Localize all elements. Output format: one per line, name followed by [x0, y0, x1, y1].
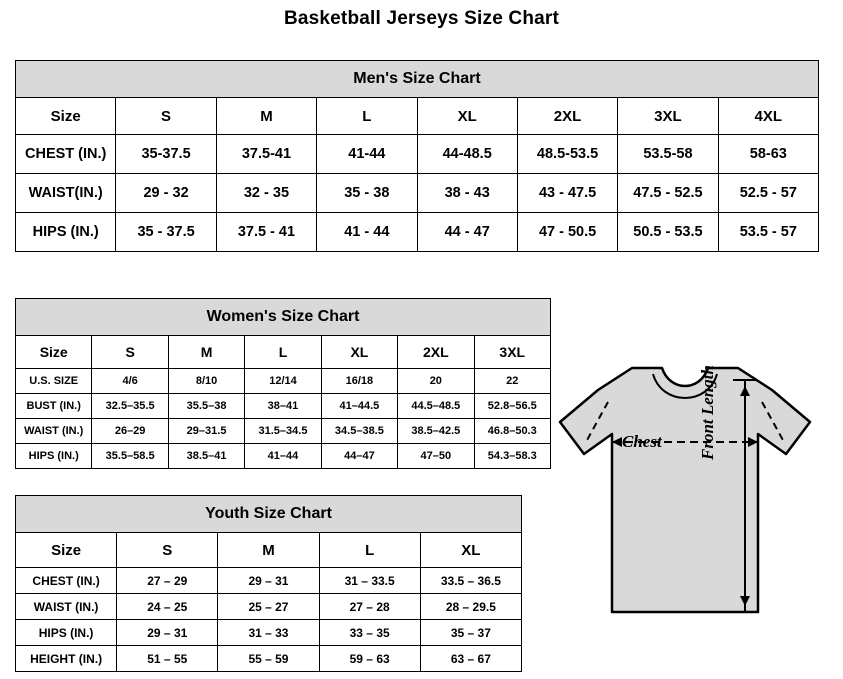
column-header: M [216, 98, 316, 135]
table-row [16, 444, 551, 469]
column-header: XL [420, 533, 521, 568]
table-cell: 27 – 28 [319, 594, 420, 620]
row-label: HIPS (IN.) [16, 213, 116, 252]
youth-size-chart-table [15, 495, 522, 672]
table-row [16, 419, 551, 444]
table-cell: 44.5–48.5 [398, 394, 474, 419]
table-cell: 33.5 – 36.5 [420, 568, 521, 594]
table-row [16, 174, 819, 213]
column-header: S [92, 336, 168, 369]
table-cell: 58-63 [718, 135, 818, 174]
column-header: XL [321, 336, 397, 369]
column-header: S [117, 533, 218, 568]
table-cell: 25 – 27 [218, 594, 319, 620]
column-header: L [245, 336, 321, 369]
table-cell: 35 - 37.5 [116, 213, 216, 252]
table-cell: 55 – 59 [218, 646, 319, 672]
row-label: CHEST (IN.) [16, 568, 117, 594]
table-cell: 48.5-53.5 [517, 135, 617, 174]
column-header: M [168, 336, 244, 369]
table-cell: 52.5 - 57 [718, 174, 818, 213]
table-cell: 37.5-41 [216, 135, 316, 174]
table-cell: 51 – 55 [117, 646, 218, 672]
table-row [16, 135, 819, 174]
table-cell: 54.3–58.3 [474, 444, 550, 469]
column-header: M [218, 533, 319, 568]
column-header: 2XL [398, 336, 474, 369]
shirt-outline [560, 368, 810, 612]
page-title: Basketball Jerseys Size Chart [283, 8, 560, 29]
row-label: CHEST (IN.) [16, 135, 116, 174]
table-row [16, 646, 522, 672]
table-cell: 47–50 [398, 444, 474, 469]
column-header: Size [16, 533, 117, 568]
table-cell: 29–31.5 [168, 419, 244, 444]
chest-label: Chest [622, 432, 662, 451]
table-cell: 26–29 [92, 419, 168, 444]
table-row [16, 394, 551, 419]
table-cell: 47.5 - 52.5 [618, 174, 718, 213]
row-label: U.S. SIZE [16, 369, 92, 394]
column-header: L [319, 533, 420, 568]
table-cell: 41 - 44 [317, 213, 417, 252]
table-row [16, 568, 522, 594]
table-cell: 33 – 35 [319, 620, 420, 646]
table-row [16, 594, 522, 620]
table-cell: 34.5–38.5 [321, 419, 397, 444]
table-cell: 35 - 38 [317, 174, 417, 213]
youth-chart-caption: Youth Size Chart [16, 496, 522, 533]
table-cell: 12/14 [245, 369, 321, 394]
table-row [16, 369, 551, 394]
row-label: WAIST (IN.) [16, 419, 92, 444]
table-cell: 24 – 25 [117, 594, 218, 620]
table-cell: 38.5–42.5 [398, 419, 474, 444]
womens-chart-caption: Women's Size Chart [16, 299, 551, 336]
table-cell: 35.5–38 [168, 394, 244, 419]
table-cell: 4/6 [92, 369, 168, 394]
table-cell: 46.8–50.3 [474, 419, 550, 444]
jersey-measurement-diagram [540, 350, 840, 670]
table-caption-row [16, 299, 551, 336]
table-row [16, 620, 522, 646]
column-header: Size [16, 98, 116, 135]
jersey-shirt-icon [540, 350, 840, 670]
mens-size-chart-table [15, 60, 819, 252]
table-cell: 31 – 33.5 [319, 568, 420, 594]
table-cell: 38 - 43 [417, 174, 517, 213]
womens-size-chart-table [15, 298, 551, 469]
table-cell: 44–47 [321, 444, 397, 469]
table-cell: 37.5 - 41 [216, 213, 316, 252]
front-length-label: Front Length [698, 365, 717, 460]
table-cell: 63 – 67 [420, 646, 521, 672]
table-cell: 28 – 29.5 [420, 594, 521, 620]
column-header: 2XL [517, 98, 617, 135]
table-cell: 35-37.5 [116, 135, 216, 174]
table-cell: 41-44 [317, 135, 417, 174]
column-header: L [317, 98, 417, 135]
table-cell: 53.5-58 [618, 135, 718, 174]
column-header: S [116, 98, 216, 135]
row-label: WAIST(IN.) [16, 174, 116, 213]
table-cell: 50.5 - 53.5 [618, 213, 718, 252]
table-cell: 44 - 47 [417, 213, 517, 252]
table-cell: 29 – 31 [117, 620, 218, 646]
table-cell: 35.5–58.5 [92, 444, 168, 469]
table-cell: 38.5–41 [168, 444, 244, 469]
table-row [16, 213, 819, 252]
table-cell: 43 - 47.5 [517, 174, 617, 213]
column-header: 3XL [474, 336, 550, 369]
column-header: XL [417, 98, 517, 135]
column-header: Size [16, 336, 92, 369]
table-cell: 29 - 32 [116, 174, 216, 213]
table-cell: 53.5 - 57 [718, 213, 818, 252]
table-cell: 38–41 [245, 394, 321, 419]
table-cell: 27 – 29 [117, 568, 218, 594]
table-caption-row [16, 61, 819, 98]
table-cell: 31 – 33 [218, 620, 319, 646]
row-label: HEIGHT (IN.) [16, 646, 117, 672]
table-cell: 41–44.5 [321, 394, 397, 419]
table-cell: 59 – 63 [319, 646, 420, 672]
table-header-row [16, 336, 551, 369]
table-cell: 16/18 [321, 369, 397, 394]
table-cell: 22 [474, 369, 550, 394]
table-caption-row [16, 496, 522, 533]
row-label: HIPS (IN.) [16, 444, 92, 469]
table-cell: 32.5–35.5 [92, 394, 168, 419]
table-cell: 44-48.5 [417, 135, 517, 174]
row-label: WAIST (IN.) [16, 594, 117, 620]
table-cell: 35 – 37 [420, 620, 521, 646]
table-cell: 32 - 35 [216, 174, 316, 213]
column-header: 4XL [718, 98, 818, 135]
table-cell: 47 - 50.5 [517, 213, 617, 252]
table-cell: 52.8–56.5 [474, 394, 550, 419]
table-cell: 29 – 31 [218, 568, 319, 594]
table-cell: 20 [398, 369, 474, 394]
table-cell: 8/10 [168, 369, 244, 394]
table-cell: 31.5–34.5 [245, 419, 321, 444]
row-label: HIPS (IN.) [16, 620, 117, 646]
table-header-row [16, 98, 819, 135]
column-header: 3XL [618, 98, 718, 135]
table-cell: 41–44 [245, 444, 321, 469]
row-label: BUST (IN.) [16, 394, 92, 419]
table-header-row [16, 533, 522, 568]
mens-chart-caption: Men's Size Chart [16, 61, 819, 98]
